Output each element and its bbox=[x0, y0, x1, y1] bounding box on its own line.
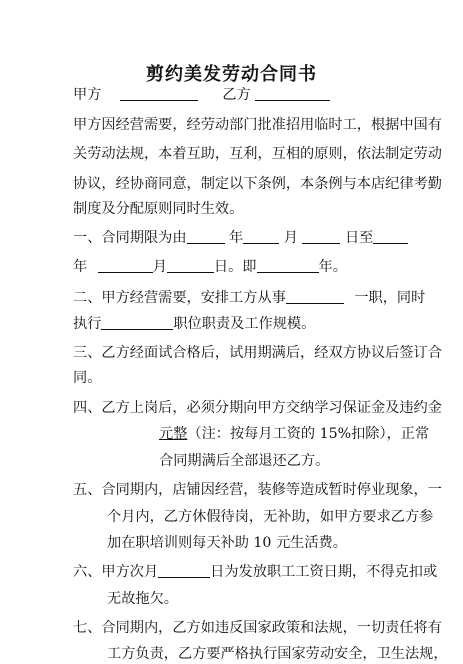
clause-2-text: 职位职责及工作规模。 bbox=[173, 316, 316, 332]
clause-2-line-1 bbox=[73, 288, 425, 308]
clause-1-text: 一、合同期限为由 bbox=[73, 230, 187, 246]
clause-1-line-1 bbox=[73, 228, 408, 248]
party-a-blank bbox=[120, 86, 198, 101]
clause-6-line-1 bbox=[73, 562, 437, 582]
clause-7-line: 工方负责，乙方要严格执行国家劳动安全，卫生法规， bbox=[107, 646, 448, 662]
clause-6-text: 六、甲方次月 bbox=[73, 564, 159, 580]
party-b-blank bbox=[255, 86, 330, 101]
clause-1-text: 年 bbox=[73, 259, 88, 275]
clause-6-blank bbox=[158, 563, 210, 578]
party-line bbox=[73, 85, 330, 105]
clause-1-text: 月 bbox=[283, 230, 298, 246]
clause-3-line: 三、乙方经面试合格后，试用期满后，经双方协议后签订合 bbox=[73, 345, 442, 361]
clause-2-line-2 bbox=[73, 314, 315, 334]
clause-2-blank bbox=[101, 315, 173, 330]
clause-3-line: 同。 bbox=[73, 370, 102, 386]
clause-1-blank bbox=[167, 258, 214, 273]
clause-4-line-2 bbox=[159, 424, 429, 444]
party-a-label: 甲方 bbox=[73, 87, 102, 103]
clause-1-blank bbox=[302, 229, 340, 244]
contract-title: 剪约美发劳动合同书 bbox=[146, 64, 317, 85]
clause-1-blank bbox=[98, 258, 153, 273]
clause-1-blank bbox=[187, 229, 225, 244]
clause-2-text: 一职，同时 bbox=[354, 290, 426, 306]
intro-line: 协议，经协商同意，制定以下条例，本条例与本店纪律考勤 bbox=[73, 176, 442, 192]
clause-1-line-2 bbox=[73, 257, 347, 277]
clause-7-line: 七、合同期内，乙方如违反国家政策和法规，一切责任将有 bbox=[73, 620, 442, 636]
clause-1-text: 日。即 bbox=[213, 259, 257, 275]
clause-1-blank bbox=[243, 229, 279, 244]
clause-2-blank bbox=[286, 289, 344, 304]
clause-5-line: 加在职培训则每天补助 10 元生活费。 bbox=[107, 535, 347, 551]
clause-1-blank bbox=[373, 229, 408, 244]
clause-1-text: 月 bbox=[152, 259, 167, 275]
clause-1-blank bbox=[257, 258, 319, 273]
clause-4-line-3: 合同期满后全部退还乙方。 bbox=[159, 453, 330, 469]
clause-5-line: 个月内，乙方休假待岗，无补助，如甲方要求乙方参 bbox=[107, 509, 434, 525]
intro-line: 甲方因经营需要，经劳动部门批准招用临时工，根据中国有 bbox=[73, 117, 442, 133]
clause-4-underlined: 元整 bbox=[159, 426, 188, 442]
clause-4-line-1: 四、乙方上岗后，必须分期向甲方交纳学习保证金及违约金 bbox=[73, 400, 442, 416]
clause-2-text: 二、甲方经营需要，安排工方从事 bbox=[73, 290, 286, 306]
intro-line: 关劳动法规，本着互助，互利，互相的原则，依法制定劳动 bbox=[73, 146, 442, 162]
clause-1-text: 年。 bbox=[318, 259, 347, 275]
clause-1-text: 年 bbox=[229, 230, 244, 246]
clause-4-text: （注：按每月工资的 15%扣除），正常 bbox=[187, 426, 430, 442]
clause-1-text: 日至 bbox=[344, 230, 374, 246]
clause-6-line-2: 无故拖欠。 bbox=[107, 591, 178, 607]
clause-5-line: 五、合同期内，店铺因经营，装修等造成暂时停业现象，一 bbox=[73, 482, 442, 498]
clause-2-text: 执行 bbox=[73, 316, 102, 332]
clause-6-text: 日为发放职工工资日期，不得克扣或 bbox=[210, 564, 438, 580]
intro-line: 制度及分配原则同时生效。 bbox=[73, 201, 244, 217]
party-b-label: 乙方 bbox=[222, 87, 251, 103]
